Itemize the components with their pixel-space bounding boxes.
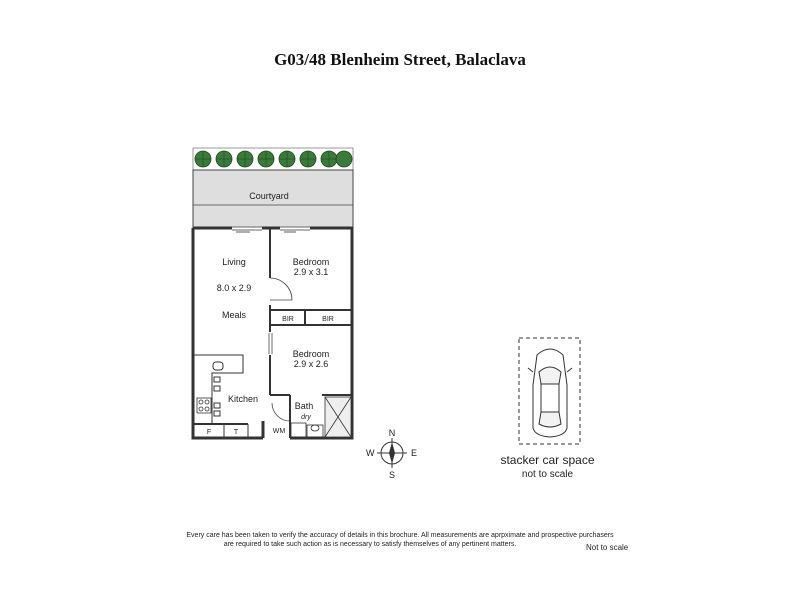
meals-label: Meals bbox=[221, 310, 247, 320]
kitchen-bench bbox=[193, 355, 243, 424]
bir1-label: BIR bbox=[282, 316, 294, 323]
bedroom2-sliding-door bbox=[269, 333, 272, 354]
kitchen-label: Kitchen bbox=[227, 394, 259, 404]
compass-icon bbox=[377, 438, 407, 468]
cooktop bbox=[197, 398, 211, 413]
disclaimer-line-2: are required to take such action as is necessary to satisfy themselves of any pertinent matters. bbox=[223, 541, 517, 548]
compass-east: E bbox=[411, 448, 418, 458]
compass-west: W bbox=[366, 448, 375, 458]
bedroom-door bbox=[270, 278, 292, 300]
living-label: Living bbox=[222, 257, 246, 267]
compass-south: S bbox=[388, 470, 396, 480]
bedroom1-dimensions: 2.9 x 3.1 bbox=[293, 267, 329, 277]
bir2-label: BIR bbox=[322, 316, 334, 323]
bedroom2-dimensions: 2.9 x 2.6 bbox=[293, 359, 329, 369]
bath-label: Bath bbox=[294, 401, 314, 411]
property-address-title: G03/48 Blenheim Street, Balaclava bbox=[274, 50, 526, 69]
dry-label: dry bbox=[301, 414, 311, 421]
living-dimensions: 8.0 x 2.9 bbox=[216, 283, 252, 293]
disclaimer-line-1: Every care has been taken to verify the accuracy of details in this brochure. All measurements are aprpximate and prospective purchasers bbox=[186, 532, 614, 539]
garden-hedge bbox=[193, 148, 353, 170]
scale-note: Not to scale bbox=[586, 543, 629, 552]
bath-door bbox=[272, 403, 290, 421]
courtyard-label: Courtyard bbox=[249, 191, 289, 201]
fridge-label: F bbox=[206, 429, 212, 436]
wm-label: WM bbox=[272, 428, 286, 435]
bedroom2-label: Bedroom bbox=[292, 349, 330, 359]
car-space-label: stacker car space bbox=[500, 453, 595, 467]
car-icon bbox=[528, 349, 572, 437]
bedroom1-label: Bedroom bbox=[292, 257, 330, 267]
car-space-note: not to scale bbox=[521, 469, 574, 480]
t-label: T bbox=[233, 429, 239, 436]
compass-north: N bbox=[388, 428, 396, 438]
